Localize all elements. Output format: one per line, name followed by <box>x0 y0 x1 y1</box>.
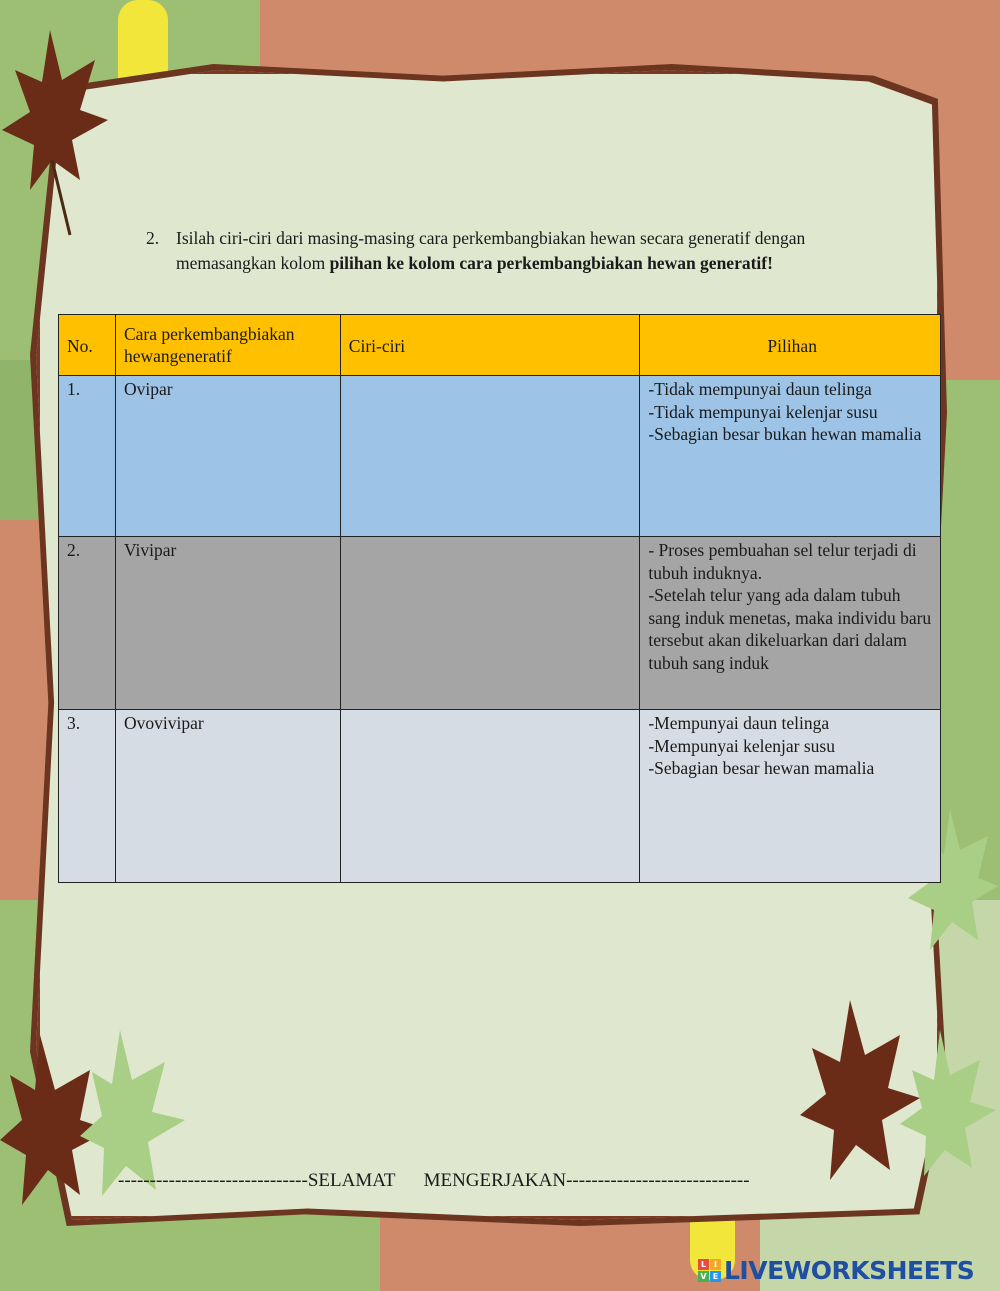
table-row <box>59 537 941 710</box>
cell-no: 1. <box>59 376 116 537</box>
header-pilihan: Pilihan <box>640 315 941 376</box>
instruction-text <box>176 226 846 276</box>
liveworksheets-logo[interactable] <box>698 1255 974 1285</box>
cell-pilihan[interactable] <box>640 710 941 883</box>
instruction-plain-text: Isilah ciri-ciri dari masing-masing cara perkembangbiakan hewan secara generatif dengan memasangkan kolom <box>176 228 806 273</box>
instruction-number: 2. <box>146 228 160 248</box>
pilihan-item: - Proses pembuahan sel telur terjadi di tubuh induknya. <box>648 540 917 583</box>
cell-pilihan[interactable] <box>640 537 941 710</box>
maple-leaf-icon <box>0 20 110 240</box>
table-row <box>59 710 941 883</box>
cell-no: 2. <box>59 537 116 710</box>
maple-leaf-icon <box>0 1020 190 1240</box>
pilihan-item: -Sebagian besar hewan mamalia <box>648 758 875 778</box>
instruction-bold-text: pilihan ke kolom cara perkembangbiakan hewan generatif! <box>329 253 773 273</box>
cell-pilihan[interactable] <box>640 376 941 537</box>
cell-ciri-dropzone[interactable] <box>340 710 640 883</box>
cell-no: 3. <box>59 710 116 883</box>
pilihan-item: -Setelah telur yang ada dalam tubuh sang induk menetas, maka individu baru tersebut akan dikeluarkan dari dalam tubuh sang induk <box>648 585 932 673</box>
maple-leaf-icon <box>790 990 1000 1230</box>
cell-cara: Ovovivipar <box>115 710 340 883</box>
pilihan-item: -Mempunyai daun telinga <box>648 713 830 733</box>
table-header-row <box>59 315 941 376</box>
cell-ciri-dropzone[interactable] <box>340 376 640 537</box>
logo-text: LIVEWORKSHEETS <box>724 1255 975 1285</box>
cell-cara: Ovipar <box>115 376 340 537</box>
cell-ciri-dropzone[interactable] <box>340 537 640 710</box>
table-row <box>59 376 941 537</box>
cell-cara: Vivipar <box>115 537 340 710</box>
worksheet-table <box>58 314 941 883</box>
logo-mark-icon: L I V E <box>698 1259 721 1282</box>
pilihan-item: -Mempunyai kelenjar susu <box>648 735 835 756</box>
header-cara: Cara perkembangbiakan hewangeneratif <box>115 315 340 376</box>
pilihan-item: -Tidak mempunyai kelenjar susu <box>648 401 878 422</box>
footer-text: ------------------------------SELAMAT MENGERJAKAN----------------------------- <box>118 1170 750 1191</box>
pilihan-item: -Tidak mempunyai daun telinga <box>648 379 872 399</box>
instruction <box>146 226 846 276</box>
header-ciri: Ciri-ciri <box>340 315 640 376</box>
header-no: No. <box>59 315 116 376</box>
pilihan-item: -Sebagian besar bukan hewan mamalia <box>648 424 922 444</box>
